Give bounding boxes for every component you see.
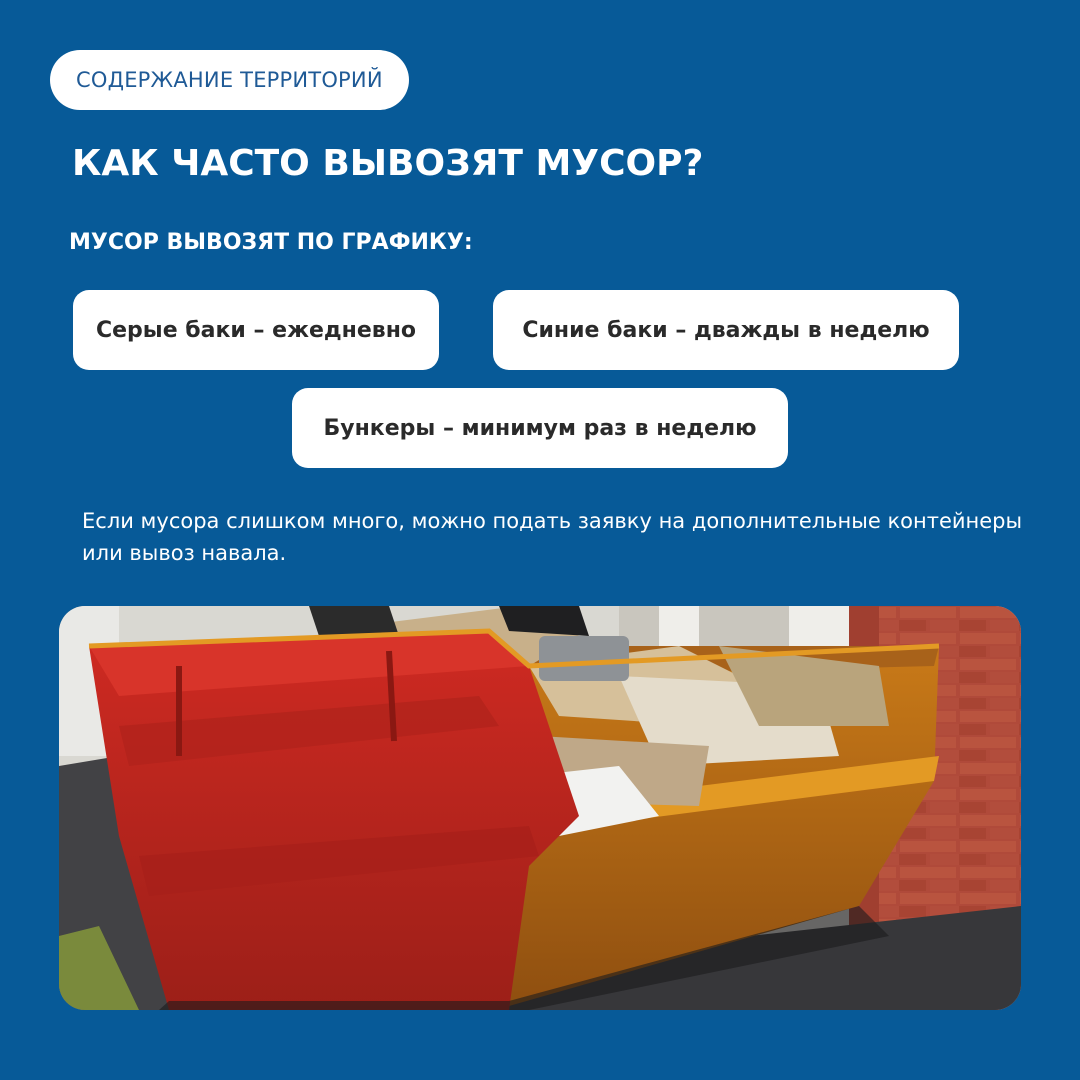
schedule-heading: МУСОР ВЫВОЗЯТ ПО ГРАФИКУ: — [69, 230, 473, 255]
schedule-card-gray-bins: Серые баки – ежедневно — [73, 290, 439, 370]
schedule-card-blue-bins: Синие баки – дважды в неделю — [493, 290, 959, 370]
skip-bin-photo — [59, 606, 1021, 1010]
skip-bin-illustration — [59, 606, 1021, 1010]
category-tag: СОДЕРЖАНИЕ ТЕРРИТОРИЙ — [50, 50, 409, 110]
extra-request-note: Если мусора слишком много, можно подать заявку на дополнительные контейнеры или вывоз навала. — [82, 509, 1023, 565]
page-title: КАК ЧАСТО ВЫВОЗЯТ МУСОР? — [72, 143, 704, 184]
schedule-card-bunkers: Бункеры – минимум раз в неделю — [292, 388, 788, 468]
